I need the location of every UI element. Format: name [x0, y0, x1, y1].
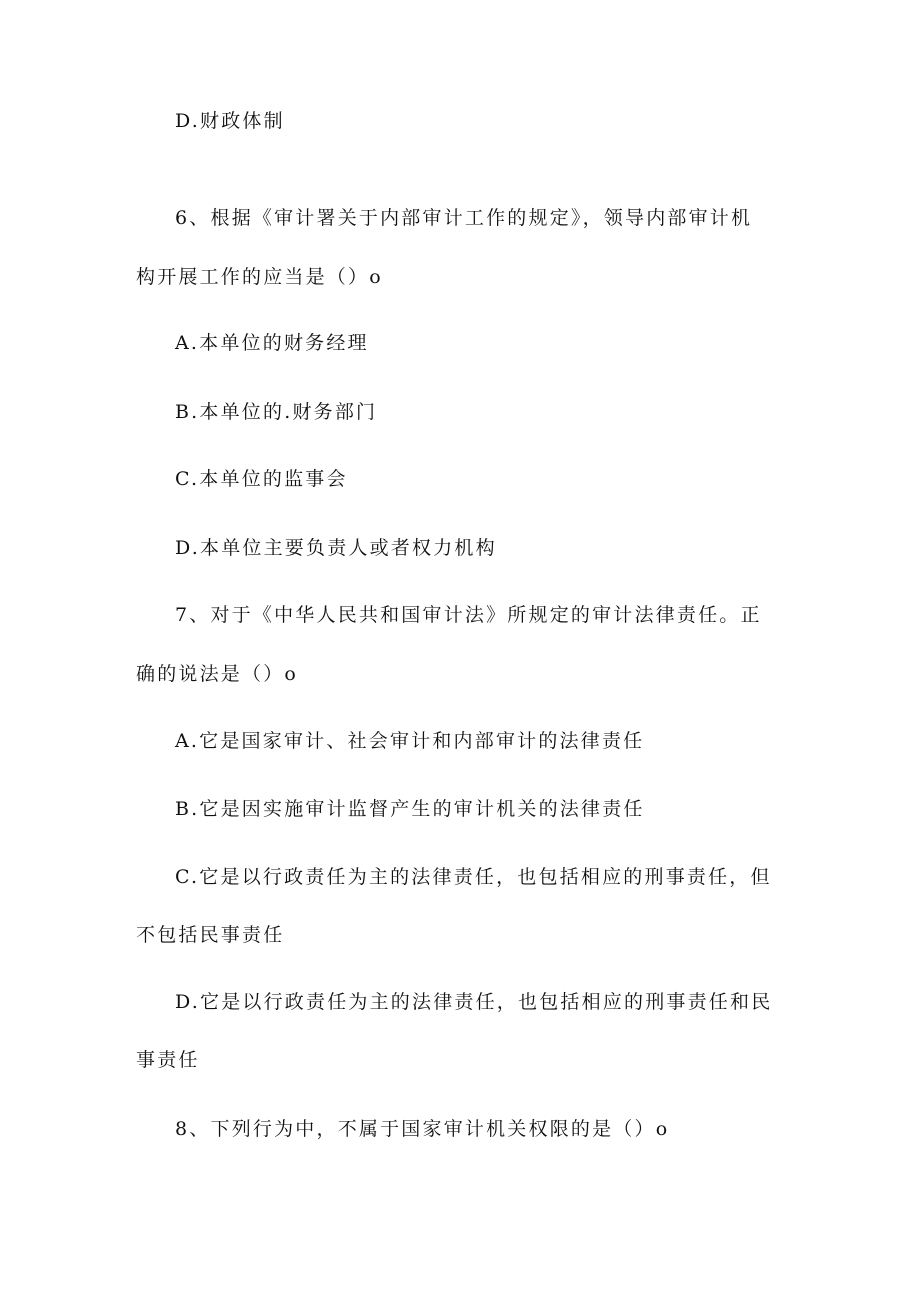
- q7-option-b: B.它是因实施审计监督产生的审计机关的法律责任: [175, 798, 645, 820]
- q6-option-c: C.本单位的监事会: [175, 468, 348, 490]
- q5-option-d: D.财政体制: [175, 110, 285, 132]
- q6-stem-line-1: 6、根据《审计署关于内部审计工作的规定》，领导内部审计机: [175, 207, 753, 229]
- q7-option-a: A.它是国家审计、社会审计和内部审计的法律责任: [175, 730, 645, 752]
- q7-stem-line-1: 7、对于《中华人民共和国审计法》所规定的审计法律责任。正: [175, 604, 762, 626]
- q6-option-b: B.本单位的.财务部门: [175, 401, 378, 423]
- q6-option-d: D.本单位主要负责人或者权力机构: [175, 537, 497, 559]
- q7-stem-line-2: 确的说法是（）o: [136, 663, 299, 685]
- q7-option-d-line-2: 事责任: [136, 1049, 200, 1071]
- q6-option-a: A.本单位的财务经理: [175, 332, 369, 354]
- q6-stem-line-2: 构开展工作的应当是（）o: [136, 266, 383, 288]
- q7-option-d-line-1: D.它是以行政责任为主的法律责任，也包括相应的刑事责任和民: [175, 991, 773, 1013]
- q8-stem: 8、下列行为中，不属于国家审计机关权限的是（）o: [175, 1118, 670, 1140]
- q7-option-c-line-1: C.它是以行政责任为主的法律责任，也包括相应的刑事责任，但: [175, 866, 772, 888]
- q7-option-c-line-2: 不包括民事责任: [136, 924, 285, 946]
